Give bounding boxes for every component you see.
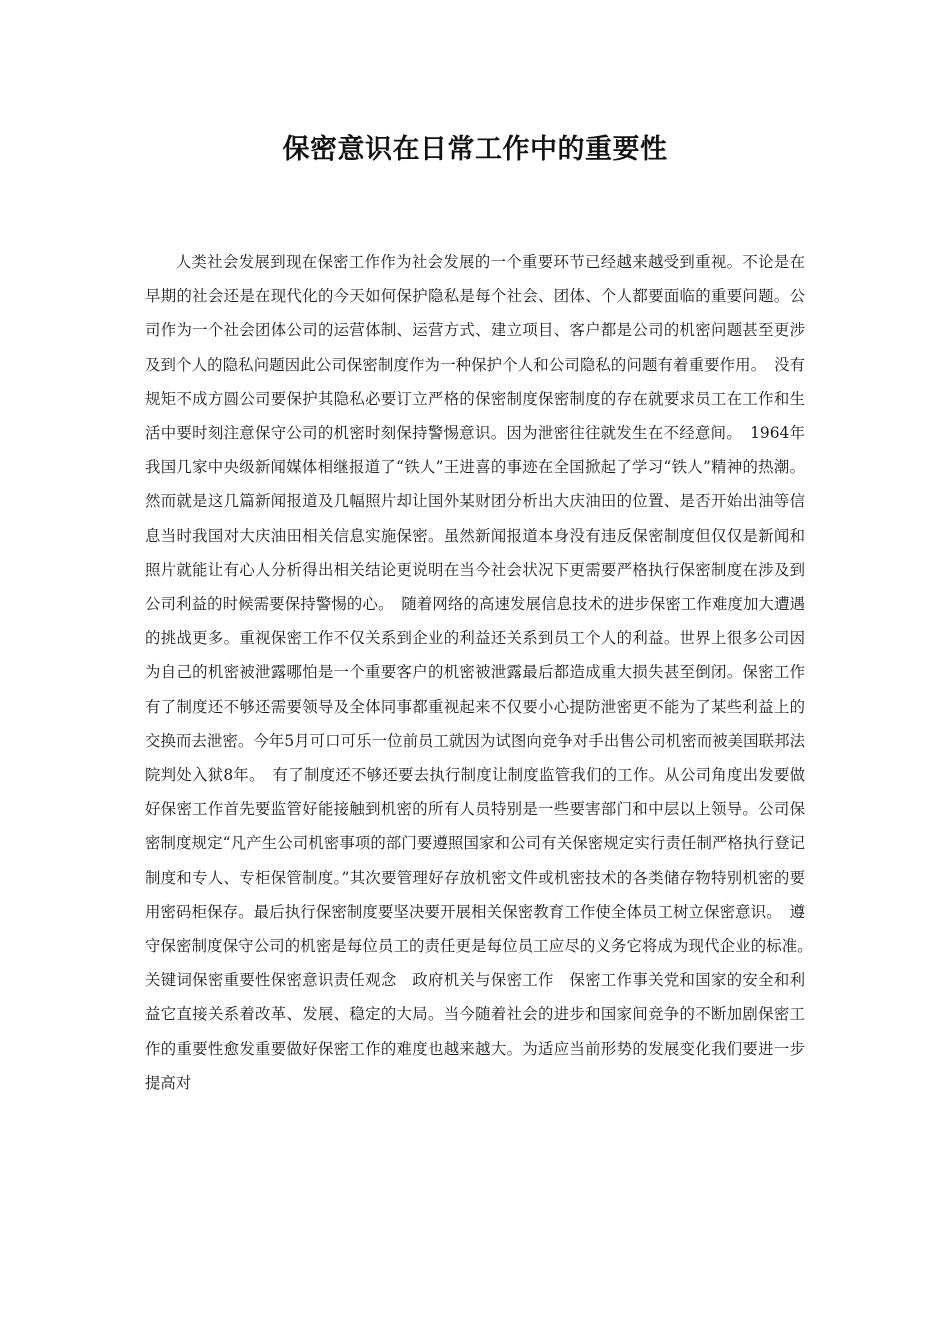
document-title: 保密意识在日常工作中的重要性	[282, 134, 668, 165]
document-body: 人类社会发展到现在保密工作作为社会发展的一个重要环节已经越来越受到重视。不论是在早期的社会还是在现代化的今天如何保护隐私是每个社会、团体、个人都要面临的重要问题。公司作为一个社会团体公司的运营体制、运营方式、建立项目、客户都是公司的机密问题甚至更涉及到个人的隐私问题因此公司保密制度作为一种保护个人和公司隐私的问题有着重要作用。 没有规矩不成方圆公司要保护其隐私必要订立严格的保密制度保密制度的存在就要求员工在工作和生活中要时刻注意保守公司的机密时刻保持警惕意识。因为泄密往往就发生在不经意间。 1964年我国几家中央级新闻媒体相继报道了“铁人”王进喜的事迹在全国掀起了学习“铁人”精神的热潮。然而就是这几篇新闻报道及几幅照片却让国外某财团分析出大庆油田的位置、是否开始出油等信息当时我国对大庆油田相关信息实施保密。虽然新闻报道本身没有违反保密制度但仅仅是新闻和照片就能让有心人分析得出相关结论更说明在当今社会状况下更需要严格执行保密制度在涉及到公司利益的时候需要保持警惕的心。 随着网络的高速发展信息技术的进步保密工作难度加大遭遇的挑战更多。重视保密工作不仅关系到企业的利益还关系到员工个人的利益。世界上很多公司因为自己的机密被泄露哪怕是一个重要客户的机密被泄露最后都造成重大损失甚至倒闭。保密工作有了制度还不够还需要领导及全体同事都重视起来不仅要小心提防泄密更不能为了某些利益上的交换而去泄密。今年5月可口可乐一位前员工就因为试图向竞争对手出售公司机密而被美国联邦法院判处入狱8年。 有了制度还不够还要去执行制度让制度监管我们的工作。从公司角度出发要做好保密工作首先要监管好能接触到机密的所有人员特别是一些要害部门和中层以上领导。公司保密制度规定“凡产生公司机密事项的部门要遵照国家和公司有关保密规定实行责任制严格执行登记制度和专人、专柜保管制度。”其次要管理好存放机密文件或机密技术的各类储存物特别机密的要用密码柜保存。最后执行保密制度要坚决要开展相关保密教育工作使全体员工树立保密意识。 遵守保密制度保守公司的机密是每位员工的责任更是每位员工应尽的义务它将成为现代企业的标准。 关键词保密重要性保密意识责任观念 政府机关与保密工作 保密工作事关党和国家的安全和利益它直接关系着改革、发展、稳定的大局。当今随着社会的进步和国家间竞争的不断加剧保密工作的重要性愈发重要做好保密工作的难度也越来越大。为适应当前形势的发展变化我们要进一步提高对	[145, 253, 821, 1092]
